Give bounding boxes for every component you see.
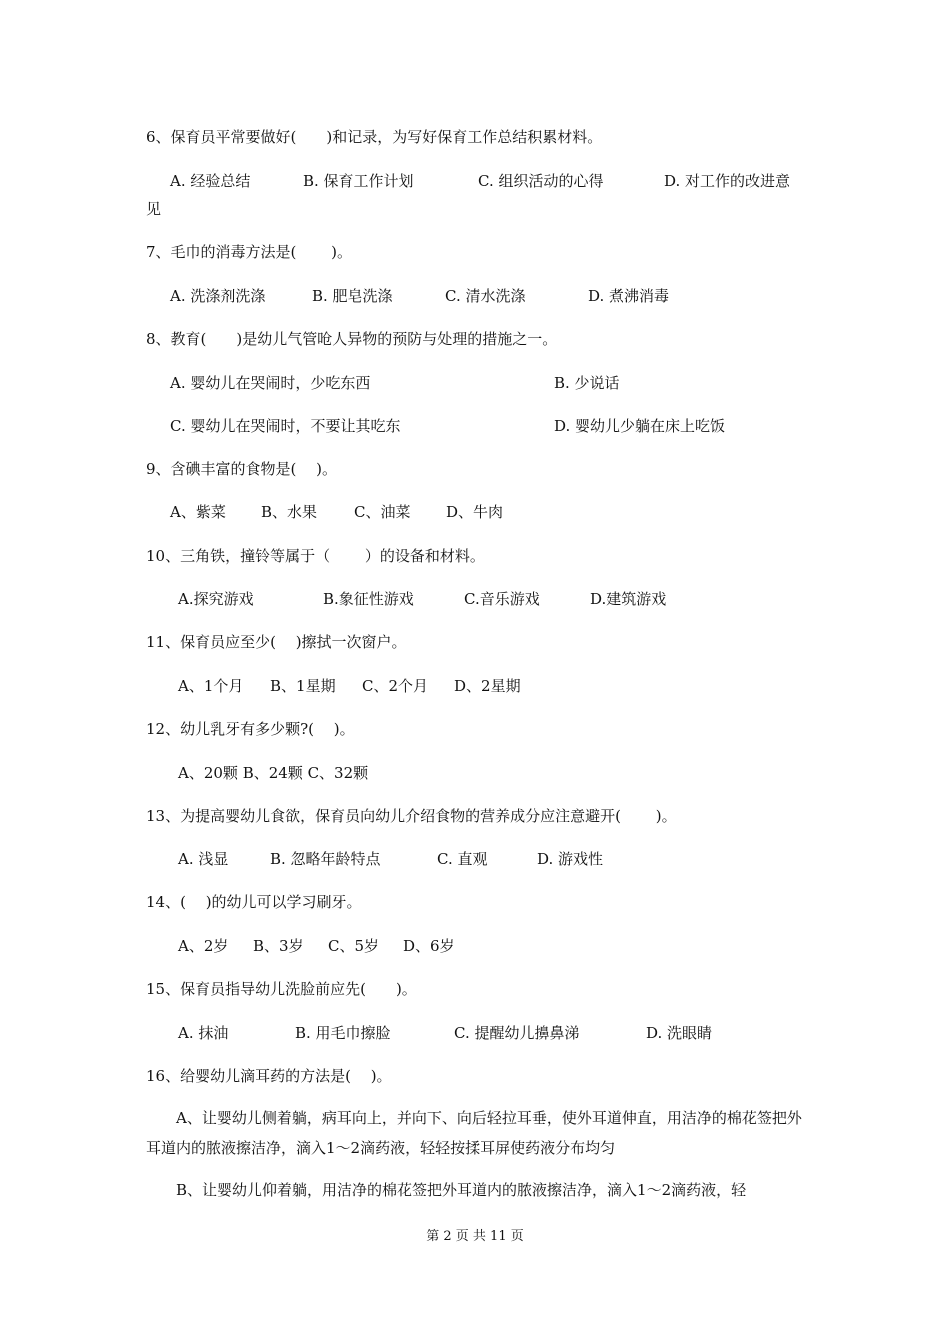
question-11-option-c: C、2个月 <box>362 677 429 695</box>
question-8-option-a: A. 婴幼儿在哭闹时，少吃东西 <box>170 374 371 392</box>
question-10-option-a: A.探究游戏 <box>178 590 254 608</box>
question-6-option-d-continued: 见 <box>146 200 162 218</box>
question-6-option-b: B. 保育工作计划 <box>303 172 414 190</box>
question-11-option-d: D、2星期 <box>454 677 521 695</box>
question-15-option-b: B. 用毛巾擦脸 <box>295 1024 391 1042</box>
question-13-option-c: C. 直观 <box>437 850 488 868</box>
question-7-option-b: B. 肥皂洗涤 <box>312 287 393 305</box>
question-9-option-b: B、水果 <box>261 503 318 521</box>
question-14-option-c: C、5岁 <box>328 937 380 955</box>
question-8-option-b: B. 少说话 <box>554 374 620 392</box>
question-14-option-a: A、2岁 <box>178 937 229 955</box>
question-14-option-d: D、6岁 <box>403 937 455 955</box>
question-6-stem: 6、保育员平常要做好( )和记录，为写好保育工作总结积累材料。 <box>146 128 603 146</box>
question-8-option-d: D. 婴幼儿少躺在床上吃饭 <box>554 417 726 435</box>
question-15-option-c: C. 提醒幼儿擤鼻涕 <box>454 1024 580 1042</box>
question-13-stem: 13、为提高婴幼儿食欲，保育员向幼儿介绍食物的营养成分应注意避开( )。 <box>146 807 677 825</box>
question-6-option-c: C. 组织活动的心得 <box>478 172 604 190</box>
question-7-option-c: C. 清水洗涤 <box>445 287 526 305</box>
question-15-option-d: D. 洗眼睛 <box>646 1024 713 1042</box>
question-10-option-d: D.建筑游戏 <box>590 590 667 608</box>
question-11-option-a: A、1个月 <box>178 677 244 695</box>
question-14-stem: 14、( )的幼儿可以学习刷牙。 <box>146 893 362 911</box>
question-12-stem: 12、幼儿乳牙有多少颗?( )。 <box>146 720 355 738</box>
question-7-option-a: A. 洗涤剂洗涤 <box>170 287 266 305</box>
question-8-option-c: C. 婴幼儿在哭闹时，不要让其吃东 <box>170 417 401 435</box>
question-10-stem: 10、三角铁，撞铃等属于（ ）的设备和材料。 <box>146 547 485 565</box>
question-13-option-b: B. 忽略年龄特点 <box>270 850 381 868</box>
question-9-option-c: C、油菜 <box>354 503 411 521</box>
question-11-option-b: B、1星期 <box>270 677 336 695</box>
question-14-option-b: B、3岁 <box>253 937 304 955</box>
question-9-option-d: D、牛肉 <box>446 503 504 521</box>
question-8-stem: 8、教育( )是幼儿气管呛人异物的预防与处理的措施之一。 <box>146 330 558 348</box>
question-10-option-b: B.象征性游戏 <box>323 590 414 608</box>
question-15-option-a: A. 抹油 <box>178 1024 229 1042</box>
question-12-options: A、20颗 B、24颗 C、32颗 <box>178 764 369 782</box>
question-10-option-c: C.音乐游戏 <box>464 590 540 608</box>
question-16-option-a: A、让婴幼儿侧着躺，病耳向上，并向下、向后轻拉耳垂，使外耳道伸直，用洁净的棉花签把外耳道内的脓液擦洁净，滴入1～2滴药液，轻轻按揉耳屏使药液分布均匀 <box>146 1109 802 1157</box>
question-16-option-b: B、让婴幼儿仰着躺，用洁净的棉花签把外耳道内的脓液擦洁净，滴入1～2滴药液，轻 <box>176 1181 747 1199</box>
page-footer: 第 2 页 共 11 页 <box>426 1229 524 1244</box>
question-13-option-d: D. 游戏性 <box>537 850 604 868</box>
question-7-option-d: D. 煮沸消毒 <box>588 287 670 305</box>
question-6-option-d: D. 对工作的改进意 <box>664 172 791 190</box>
question-15-stem: 15、保育员指导幼儿洗脸前应先( )。 <box>146 980 417 998</box>
question-16-stem: 16、给婴幼儿滴耳药的方法是( )。 <box>146 1067 392 1085</box>
question-7-stem: 7、毛巾的消毒方法是( )。 <box>146 243 353 261</box>
question-9-stem: 9、含碘丰富的食物是( )。 <box>146 460 338 478</box>
question-6-option-a: A. 经验总结 <box>170 172 251 190</box>
question-11-stem: 11、保育员应至少( )擦拭一次窗户。 <box>146 633 407 651</box>
question-13-option-a: A. 浅显 <box>178 850 229 868</box>
question-9-option-a: A、紫菜 <box>170 503 226 521</box>
